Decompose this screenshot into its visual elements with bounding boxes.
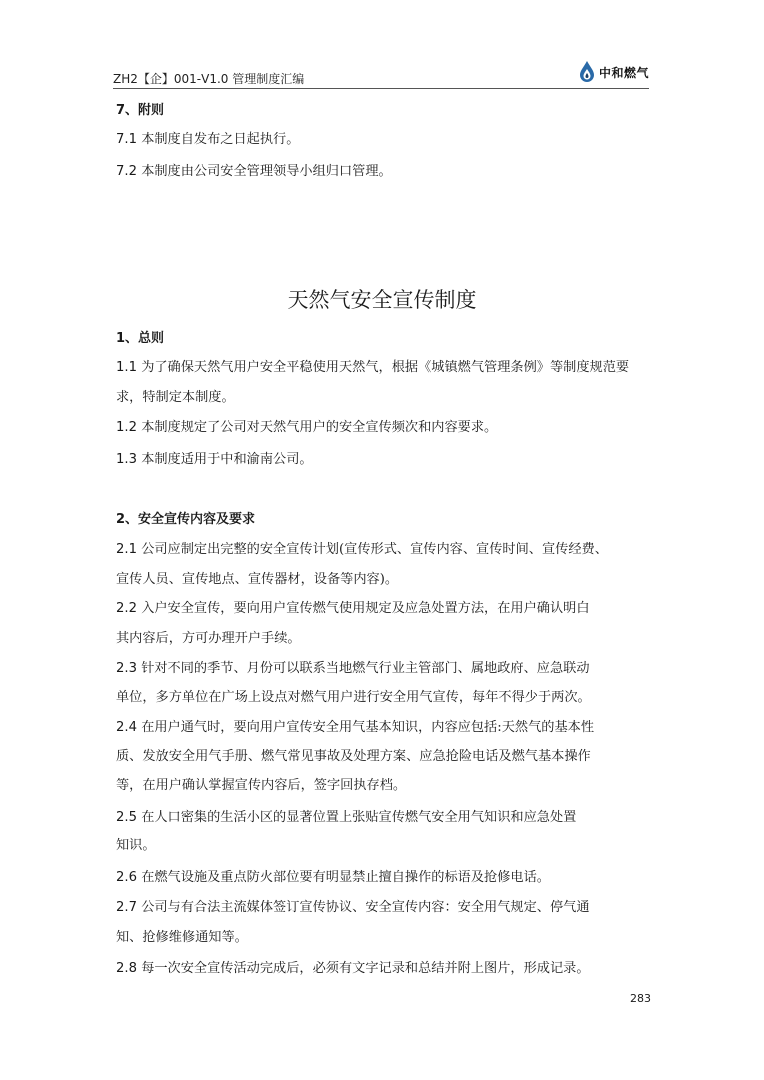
body-line	[116, 386, 235, 405]
body-line	[116, 686, 591, 705]
clause-number: 2.1	[116, 542, 137, 557]
body-line	[116, 716, 594, 735]
header-divider	[113, 88, 649, 89]
clause-text: 每一次安全宣传活动完成后，必须有文字记录和总结并附上图片，形成记录。	[141, 961, 590, 976]
clause-text: 在人口密集的生活小区的显著位置上张贴宣传燃气安全用气知识和应急处置	[141, 810, 577, 825]
clause-7-2	[116, 160, 392, 179]
clause-number: 2.3	[116, 661, 137, 676]
body-line	[116, 957, 590, 976]
clause-text: 等，在用户确认掌握宣传内容后，签字回执存档。	[116, 778, 407, 793]
clause-text: 针对不同的季节、月份可以联系当地燃气行业主管部门、属地政府、应急联动	[141, 661, 590, 676]
clause-text: 为了确保天然气用户安全平稳使用天然气，根据《城镇燃气管理条例》等制度规范要	[141, 360, 630, 375]
clause-number: 7.1	[116, 132, 137, 147]
page-header	[113, 58, 649, 90]
clause-text: 在用户通气时，要向用户宣传安全用气基本知识，内容应包括:天然气的基本性	[141, 720, 595, 735]
clause-number: 2.7	[116, 900, 137, 915]
clause-number: 7.2	[116, 164, 137, 179]
clause-text: 质、发放安全用气手册、燃气常见事故及处理方案、应急抢险电话及燃气基本操作	[116, 749, 591, 764]
body-line	[116, 774, 406, 793]
clause-number: 2.5	[116, 810, 137, 825]
body-line	[116, 416, 497, 435]
body-line	[116, 745, 591, 764]
gas-flame-drop-icon	[578, 60, 596, 84]
section-1-heading: 1、总则	[116, 331, 165, 346]
clause-text: 入户安全宣传，要向用户宣传燃气使用规定及应急处置方法，在用户确认明白	[141, 601, 590, 616]
clause-text: 知识。	[116, 838, 156, 853]
body-line	[116, 568, 398, 587]
clause-text: 本制度自发布之日起执行。	[141, 132, 300, 147]
page-number: 283	[630, 992, 651, 1005]
clause-text: 本制度规定了公司对天然气用户的安全宣传频次和内容要求。	[141, 420, 498, 435]
clause-text: 宣传人员、宣传地点、宣传器材，设备等内容)。	[116, 572, 399, 587]
clause-number: 2.2	[116, 601, 137, 616]
clause-text: 单位，多方单位在广场上设点对燃气用户进行安全用气宣传，每年不得少于两次。	[116, 690, 591, 705]
clause-text: 其内容后，方可办理开户手续。	[116, 631, 301, 646]
body-line	[116, 597, 590, 616]
doc-code: ZH2【企】001-V1.0 管理制度汇编	[113, 72, 305, 86]
clause-number: 1.2	[116, 420, 137, 435]
body-line	[116, 834, 156, 853]
clause-text: 本制度适用于中和渝南公司。	[141, 452, 313, 467]
document-title: 天然气安全宣传制度	[287, 288, 477, 312]
clause-text: 公司应制定出完整的安全宣传计划(宣传形式、宣传内容、宣传时间、宣传经费、	[141, 542, 608, 557]
body-line	[116, 627, 301, 646]
clause-text: 求，特制定本制度。	[116, 390, 235, 405]
company-logo	[578, 60, 649, 84]
clause-7-1	[116, 128, 299, 147]
body-line	[116, 926, 248, 945]
section-2-heading: 2、安全宣传内容及要求	[116, 512, 256, 527]
clause-number: 1.1	[116, 360, 137, 375]
clause-number: 2.6	[116, 870, 137, 885]
body-line	[116, 806, 576, 825]
clause-number: 2.4	[116, 720, 137, 735]
body-line	[116, 896, 590, 915]
section-7-heading: 7、附则	[116, 103, 165, 118]
body-line	[116, 356, 629, 375]
body-line	[116, 448, 313, 467]
body-line	[116, 538, 608, 557]
logo-text: 中和燃气	[598, 65, 649, 80]
clause-text: 知、抢修维修通知等。	[116, 930, 248, 945]
clause-number: 2.8	[116, 961, 137, 976]
body-line	[116, 657, 590, 676]
clause-text: 公司与有合法主流媒体签订宣传协议、安全宣传内容：安全用气规定、停气通	[141, 900, 590, 915]
body-line	[116, 866, 550, 885]
clause-text: 本制度由公司安全管理领导小组归口管理。	[141, 164, 392, 179]
clause-text: 在燃气设施及重点防火部位要有明显禁止擅自操作的标语及抢修电话。	[141, 870, 550, 885]
clause-number: 1.3	[116, 452, 137, 467]
